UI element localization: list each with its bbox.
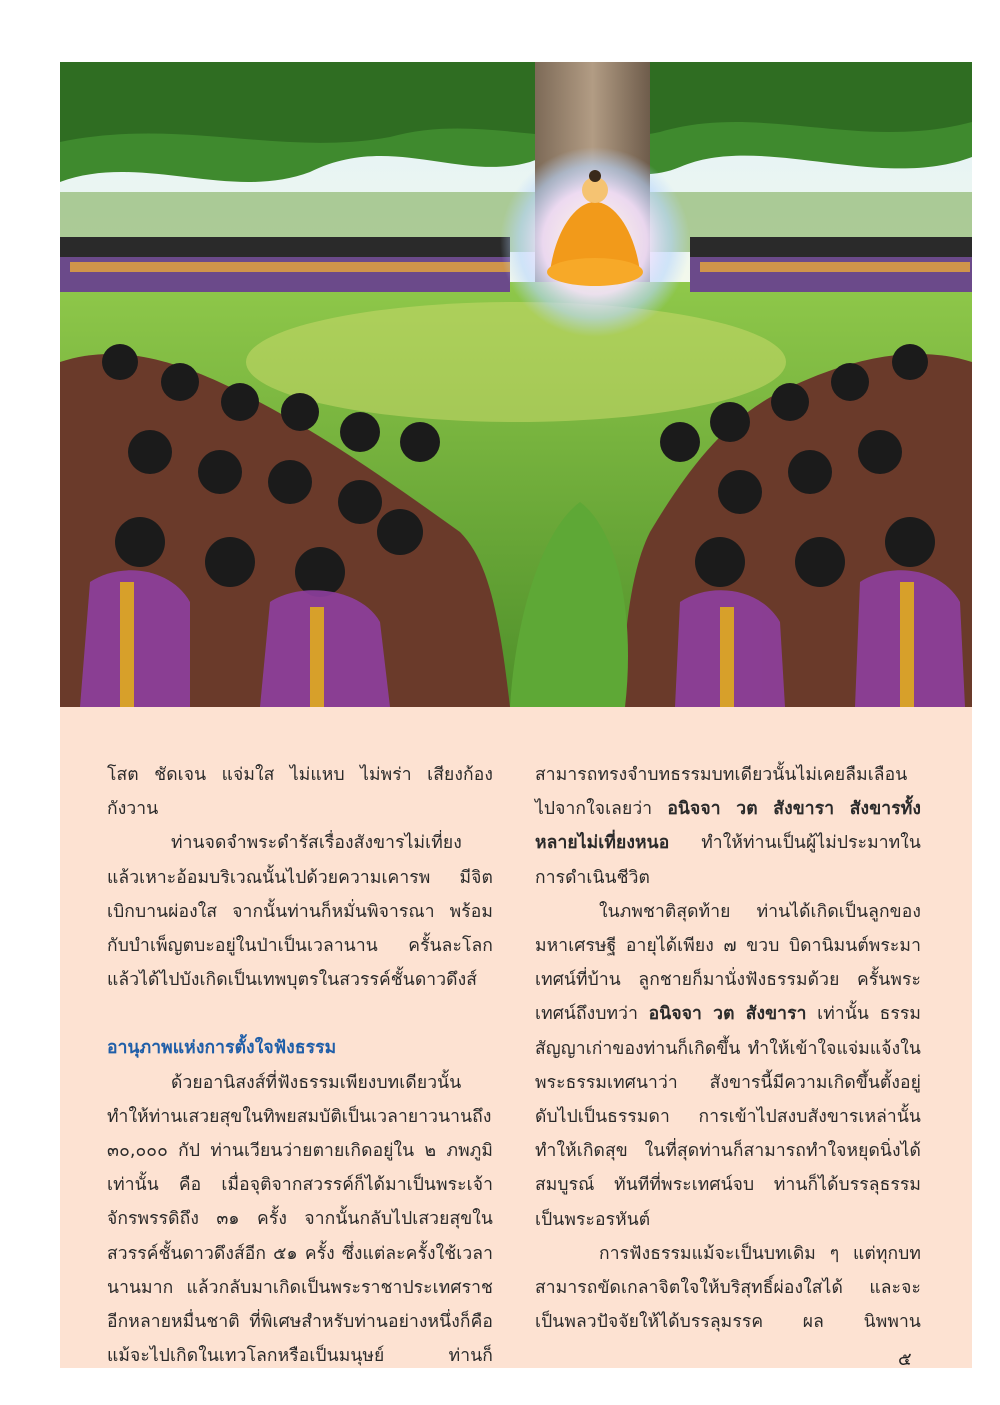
bold-phrase: อนิจจา วต สังขารา bbox=[648, 1004, 807, 1025]
bold-phrase: อนิจจา วต สังขารา สังขารทั้งหลายไม่เที่ยงหนอ bbox=[535, 799, 921, 854]
left-column bbox=[107, 758, 493, 1373]
section-heading: อานุภาพแห่งการตั้งใจฟังธรรม bbox=[107, 1038, 337, 1059]
paragraph: ท่านจดจำพระดำรัสเรื่องสังขารไม่เที่ยง แล้วเหาะอ้อมบริเวณนั้นไปด้วยความเคารพ มีจิตเบิกบานผ่องใส จากนั้นท่านก็หมั่นพิจารณา พร้อมกับบำเพ็ญตบะอยู่ในป่าเป็นเวลานาน ครั้นละโลกแล้วได้ไปบังเกิดเป็นเทพบุตรในสวรรค์ชั้นดาวดึงส์ bbox=[107, 833, 493, 991]
paragraph: การฟังธรรมแม้จะเป็นบทเดิม ๆ แต่ทุกบทสามารถขัดเกลาจิตใจให้บริสุทธิ์ผ่องใสได้ และจะเป็นพลวปัจจัยให้ได้บรรลุมรรค ผล นิพพาน bbox=[535, 1243, 921, 1333]
spacer bbox=[107, 997, 493, 1031]
paragraph bbox=[535, 895, 921, 1237]
paragraph-text: สามารถทรงจำบทธรรมบทเดียวนั้นไม่เคยลืมเลือนไปจากใจเลยว่า bbox=[535, 765, 908, 820]
page-number: ๕ bbox=[898, 1349, 912, 1370]
paragraph bbox=[535, 758, 921, 895]
paragraph-text: เท่านั้น ธรรมสัญญาเก่าของท่านก็เกิดขึ้น ทำให้เข้าใจแจ่มแจ้งในพระธรรมเทศนาว่า สังขารนี้มีความเกิดขึ้นตั้งอยู่ ดับไปเป็นธรรมดา การเข้าไปสงบสังขารเหล่านั้นทำให้เกิดสุข ในที่สุดท่านก็สามารถทำใจหยุดนิ่งได้สมบูรณ์ ทันทีที่พระเทศน์จบ ท่านก็ได้บรรลุธรรมเป็นพระอรหันต์ bbox=[535, 1004, 921, 1230]
paragraph: โสต ชัดเจน แจ่มใส ไม่แหบ ไม่พร่า เสียงก้องกังวาน bbox=[107, 765, 493, 820]
paragraph-text: ในภพชาติสุดท้าย ท่านได้เกิดเป็นลูกของมหาเศรษฐี อายุได้เพียง ๗ ขวบ บิดานิมนต์พระมาเทศน์ที่บ้าน ลูกชายก็มานั่งฟังธรรมด้วย ครั้นพระเทศน์ถึงบทว่า bbox=[535, 901, 921, 1025]
paragraph: ด้วยอานิสงส์ที่ฟังธรรมเพียงบทเดียวนั้น ทำให้ท่านเสวยสุขในทิพยสมบัติเป็นเวลายาวนานถึง ๓๐,๐๐๐ กัป ท่านเวียนว่ายตายเกิดอยู่ใน ๒ ภพภูมิ เท่านั้น คือ เมื่อจุติจากสวรรค์ก็ได้มาเป็นพระเจ้าจักรพรรดิถึง ๓๑ ครั้ง จากนั้นกลับไปเสวยสุขในสวรรค์ชั้นดาวดึงส์อีก ๕๑ ครั้ง ซึ่งแต่ละครั้งใช้เวลานานมาก แล้วกลับมาเกิดเป็นพระราชาประเทศราชอีกหลายหมื่นชาติ ที่พิเศษสำหรับท่านอย่างหนึ่งก็คือ แม้จะไปเกิดในเทวโลกหรือเป็นมนุษย์ ท่านก็ bbox=[107, 1072, 493, 1367]
buddha-preaching-illustration bbox=[60, 62, 972, 707]
right-column bbox=[535, 758, 921, 1339]
paragraph-text: ทำให้ท่านเป็นผู้ไม่ประมาทในการดำเนินชีวิต bbox=[535, 833, 921, 888]
